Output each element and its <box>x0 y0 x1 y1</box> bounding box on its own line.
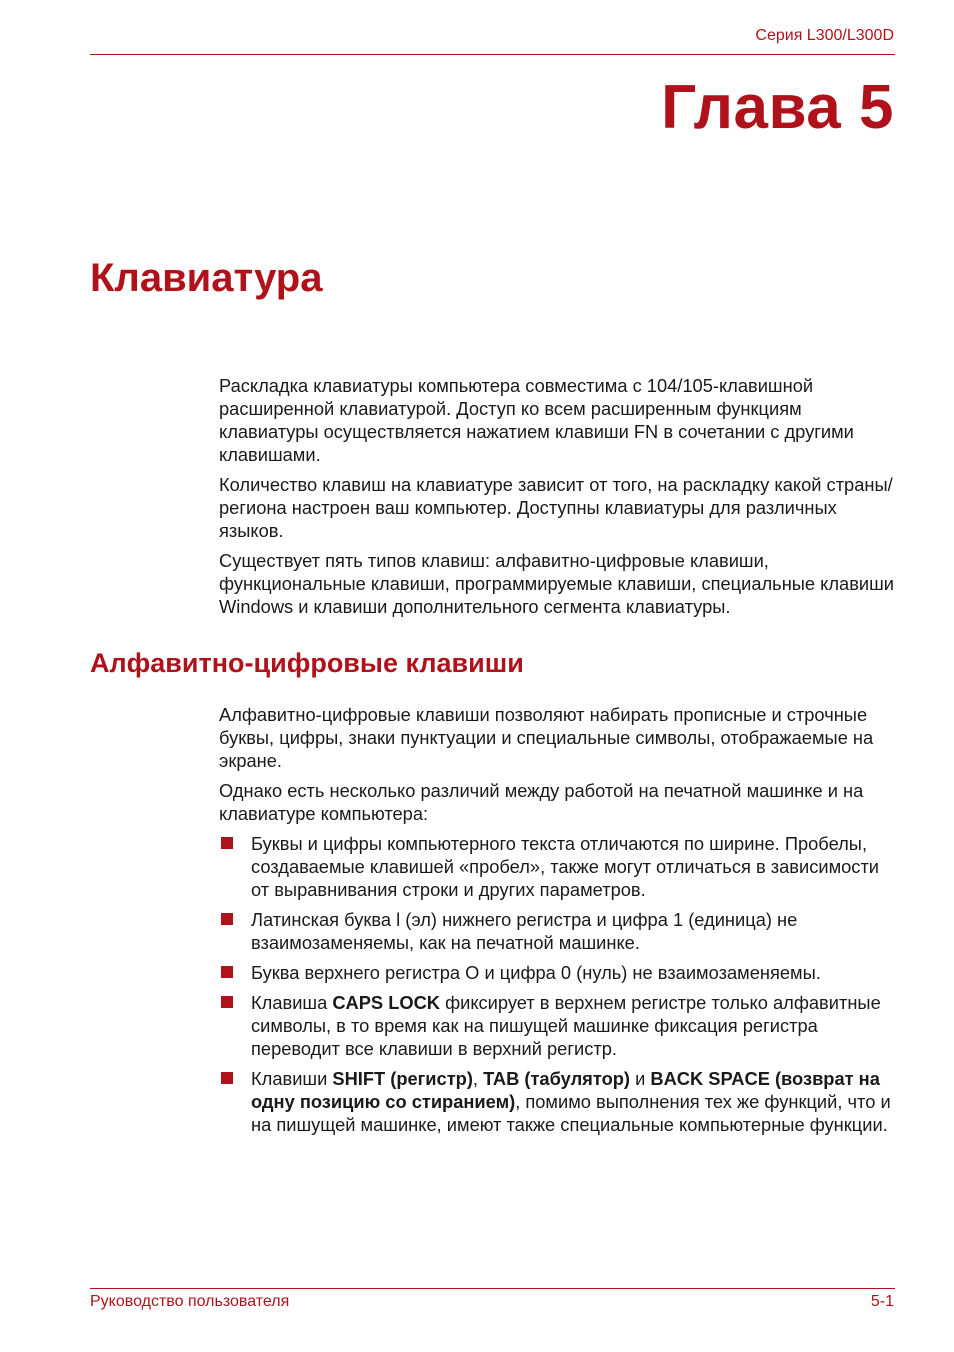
text-fragment: и <box>630 1068 651 1089</box>
header-rule <box>90 54 895 55</box>
page-title: Клавиатура <box>90 256 323 300</box>
list-item-text: Буквы и цифры компьютерного текста отличаются по ширине. Пробелы, создаваемые клавишей «пробел», также могут отличаться в зависимости от выравнивания строки и других параметров. <box>251 833 880 900</box>
list-item-text <box>251 992 881 1059</box>
text-fragment: Клавиша <box>251 992 333 1013</box>
list-item <box>219 991 899 1060</box>
section-text <box>219 703 899 1143</box>
section-title: Алфавитно-цифровые клавиши <box>90 648 524 678</box>
key-name: BACK SPACE (возврат на одну позицию со стиранием) <box>251 1068 880 1112</box>
bullet-list <box>219 832 899 1136</box>
header-series: Серия L300/L300D <box>755 27 894 44</box>
square-bullet-icon <box>221 1072 233 1084</box>
text-fragment: Клавиши <box>251 1068 333 1089</box>
page-number: 5-1 <box>870 1293 894 1310</box>
list-item-text <box>251 1068 891 1135</box>
list-item <box>219 961 899 984</box>
square-bullet-icon <box>221 913 233 925</box>
paragraph: Количество клавиш на клавиатуре зависит от того, на раскладку какой страны/региона настроен ваш компьютер. Доступны клавиатуры для различных языков. <box>219 474 893 541</box>
list-item-text: Буква верхнего регистра O и цифра 0 (нуль) не взаимозаменяемы. <box>251 962 821 983</box>
text-fragment: , <box>472 1068 484 1089</box>
list-item-text: Латинская буква l (эл) нижнего регистра и цифра 1 (единица) не взаимозаменяемы, как на печатной машинке. <box>251 909 798 953</box>
paragraph: Раскладка клавиатуры компьютера совместима с 104/105-клавишной расширенной клавиатурой. Доступ ко всем расширенным функциям клавиатуры осуществляется нажатием клавиши FN в сочетании с другими клавишами. <box>219 375 854 465</box>
key-name: CAPS LOCK <box>332 992 440 1013</box>
list-item <box>219 1067 899 1136</box>
key-name: SHIFT (регистр) <box>332 1068 473 1089</box>
list-item <box>219 832 899 901</box>
paragraph: Однако есть несколько различий между работой на печатной машинке и на клавиатуре компьютера: <box>219 780 864 824</box>
footer-rule <box>90 1288 895 1289</box>
square-bullet-icon <box>221 966 233 978</box>
square-bullet-icon <box>221 996 233 1008</box>
chapter-label: Глава 5 <box>661 73 894 142</box>
paragraph: Существует пять типов клавиш: алфавитно-цифровые клавиши, функциональные клавиши, программируемые клавиши, специальные клавиши Windows и клавиши дополнительного сегмента клавиатуры. <box>219 550 895 617</box>
text-fragment: фиксирует в верхнем регистре только алфавитные символы, в то время как на пишущей машинке фиксация регистра переводит все клавиши в верхний регистр. <box>251 992 881 1059</box>
paragraph: Алфавитно-цифровые клавиши позволяют набирать прописные и строчные буквы, цифры, знаки пунктуации и специальные символы, отображаемые на экране. <box>219 704 874 771</box>
list-item <box>219 908 899 954</box>
text-fragment: , помимо выполнения тех же функций, что и на пишущей машинке, имеют также специальные компьютерные функции. <box>251 1091 891 1135</box>
footer-title: Руководство пользователя <box>90 1293 290 1310</box>
intro-text <box>219 374 899 625</box>
square-bullet-icon <box>221 837 233 849</box>
key-name: TAB (табулятор) <box>483 1068 630 1089</box>
